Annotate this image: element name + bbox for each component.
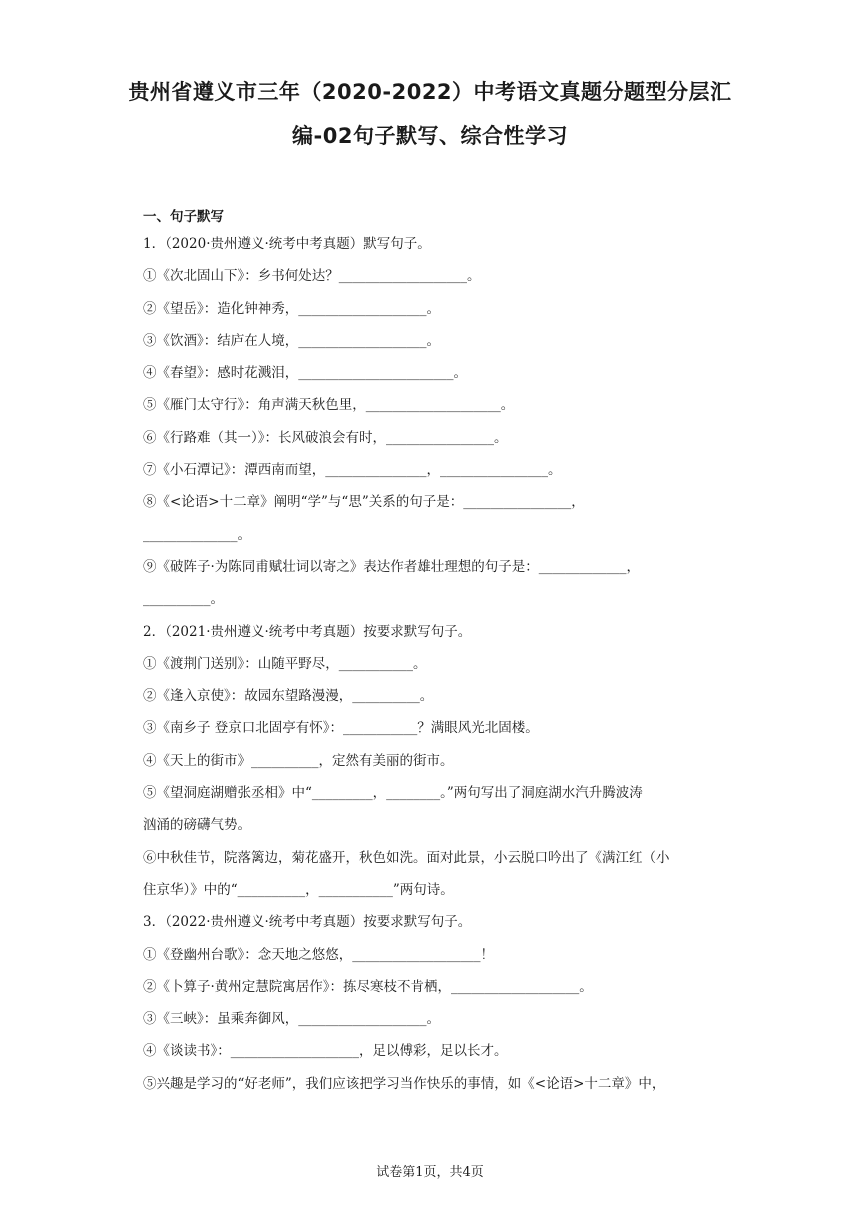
text-line: ②《卜算子·黄州定慧院寓居作》：拣尽寒枝不肯栖，___________________。	[143, 978, 593, 995]
text-line: ④《谈读书》：___________________，足以傅彩，足以长才。	[143, 1043, 508, 1060]
text-line: 2．（2021·贵州遵义·统考中考真题）按要求默写句子。	[143, 623, 472, 640]
text-line: ①《次北固山下》：乡书何处达？___________________。	[143, 268, 481, 285]
text-line: ③《饮酒》：结庐在人境，___________________。	[143, 332, 440, 349]
text-line: ⑦《小石潭记》：潭西南而望，_______________，________________。	[143, 462, 562, 479]
text-line: ⑨《破阵子·为陈同甫赋壮词以寄之》表达作者雄壮理想的句子是：_____________，	[143, 558, 641, 575]
text-line: ⑤《望洞庭湖赠张丞相》中“_________，________。”两句写出了洞庭湖水汽升腾波涛	[143, 785, 643, 802]
text-line: ②《望岳》：造化钟神秀，___________________。	[143, 300, 440, 317]
text-line: ⑥中秋佳节，院落篱边，菊花盛开，秋色如洗。面对此景，小云脱口吟出了《满江红（小	[143, 849, 670, 866]
question-content	[143, 228, 718, 1100]
text-line: 1．（2020·贵州遵义·统考中考真题）默写句子。	[143, 236, 431, 252]
text-line: ③《三峡》：虽乘奔御风，___________________。	[143, 1011, 440, 1028]
text-line: ③《南乡子 登京口北固亭有怀》：___________？满眼风光北固楼。	[143, 720, 539, 737]
text-line: ①《渡荆门送别》：山随平野尽，___________。	[143, 655, 427, 672]
text-line: ⑧《<论语>十二章》阐明“学”与“思”关系的句子是：________________，	[143, 494, 585, 511]
text-line: ⑤《雁门太守行》：角声满天秋色里，____________________。	[143, 397, 515, 414]
text-line: ⑤兴趣是学习的“好老师”，我们应该把学习当作快乐的事情，如《<论语>十二章》中，	[143, 1075, 666, 1092]
text-line: ______________。	[143, 526, 251, 543]
text-line: ⑥《行路难（其一）》：长风破浪会有时，________________。	[143, 429, 508, 446]
text-line: 3．（2022·贵州遵义·统考中考真题）按要求默写句子。	[143, 914, 472, 931]
section-heading: 一、句子默写	[143, 209, 224, 225]
document-title-line-2: 编-02句子默写、综合性学习	[292, 124, 568, 148]
text-line: ②《逢入京使》：故园东望路漫漫，__________。	[143, 688, 434, 705]
text-line: 汹涌的磅礴气势。	[143, 817, 251, 834]
text-line: __________。	[143, 591, 224, 608]
text-line: 住京华）》中的“__________，___________”两句诗。	[143, 881, 454, 898]
text-line: ①《登幽州台歌》：念天地之悠悠，___________________！	[143, 946, 494, 963]
text-line: ④《天上的街市》__________，定然有美丽的街市。	[143, 752, 454, 769]
document-title-line-1: 贵州省遵义市三年（2020-2022）中考语文真题分题型分层汇	[128, 80, 732, 104]
page-footer: 试卷第1页，共4页	[376, 1165, 484, 1180]
text-line: ④《春望》：感时花溅泪，_______________________。	[143, 365, 467, 382]
